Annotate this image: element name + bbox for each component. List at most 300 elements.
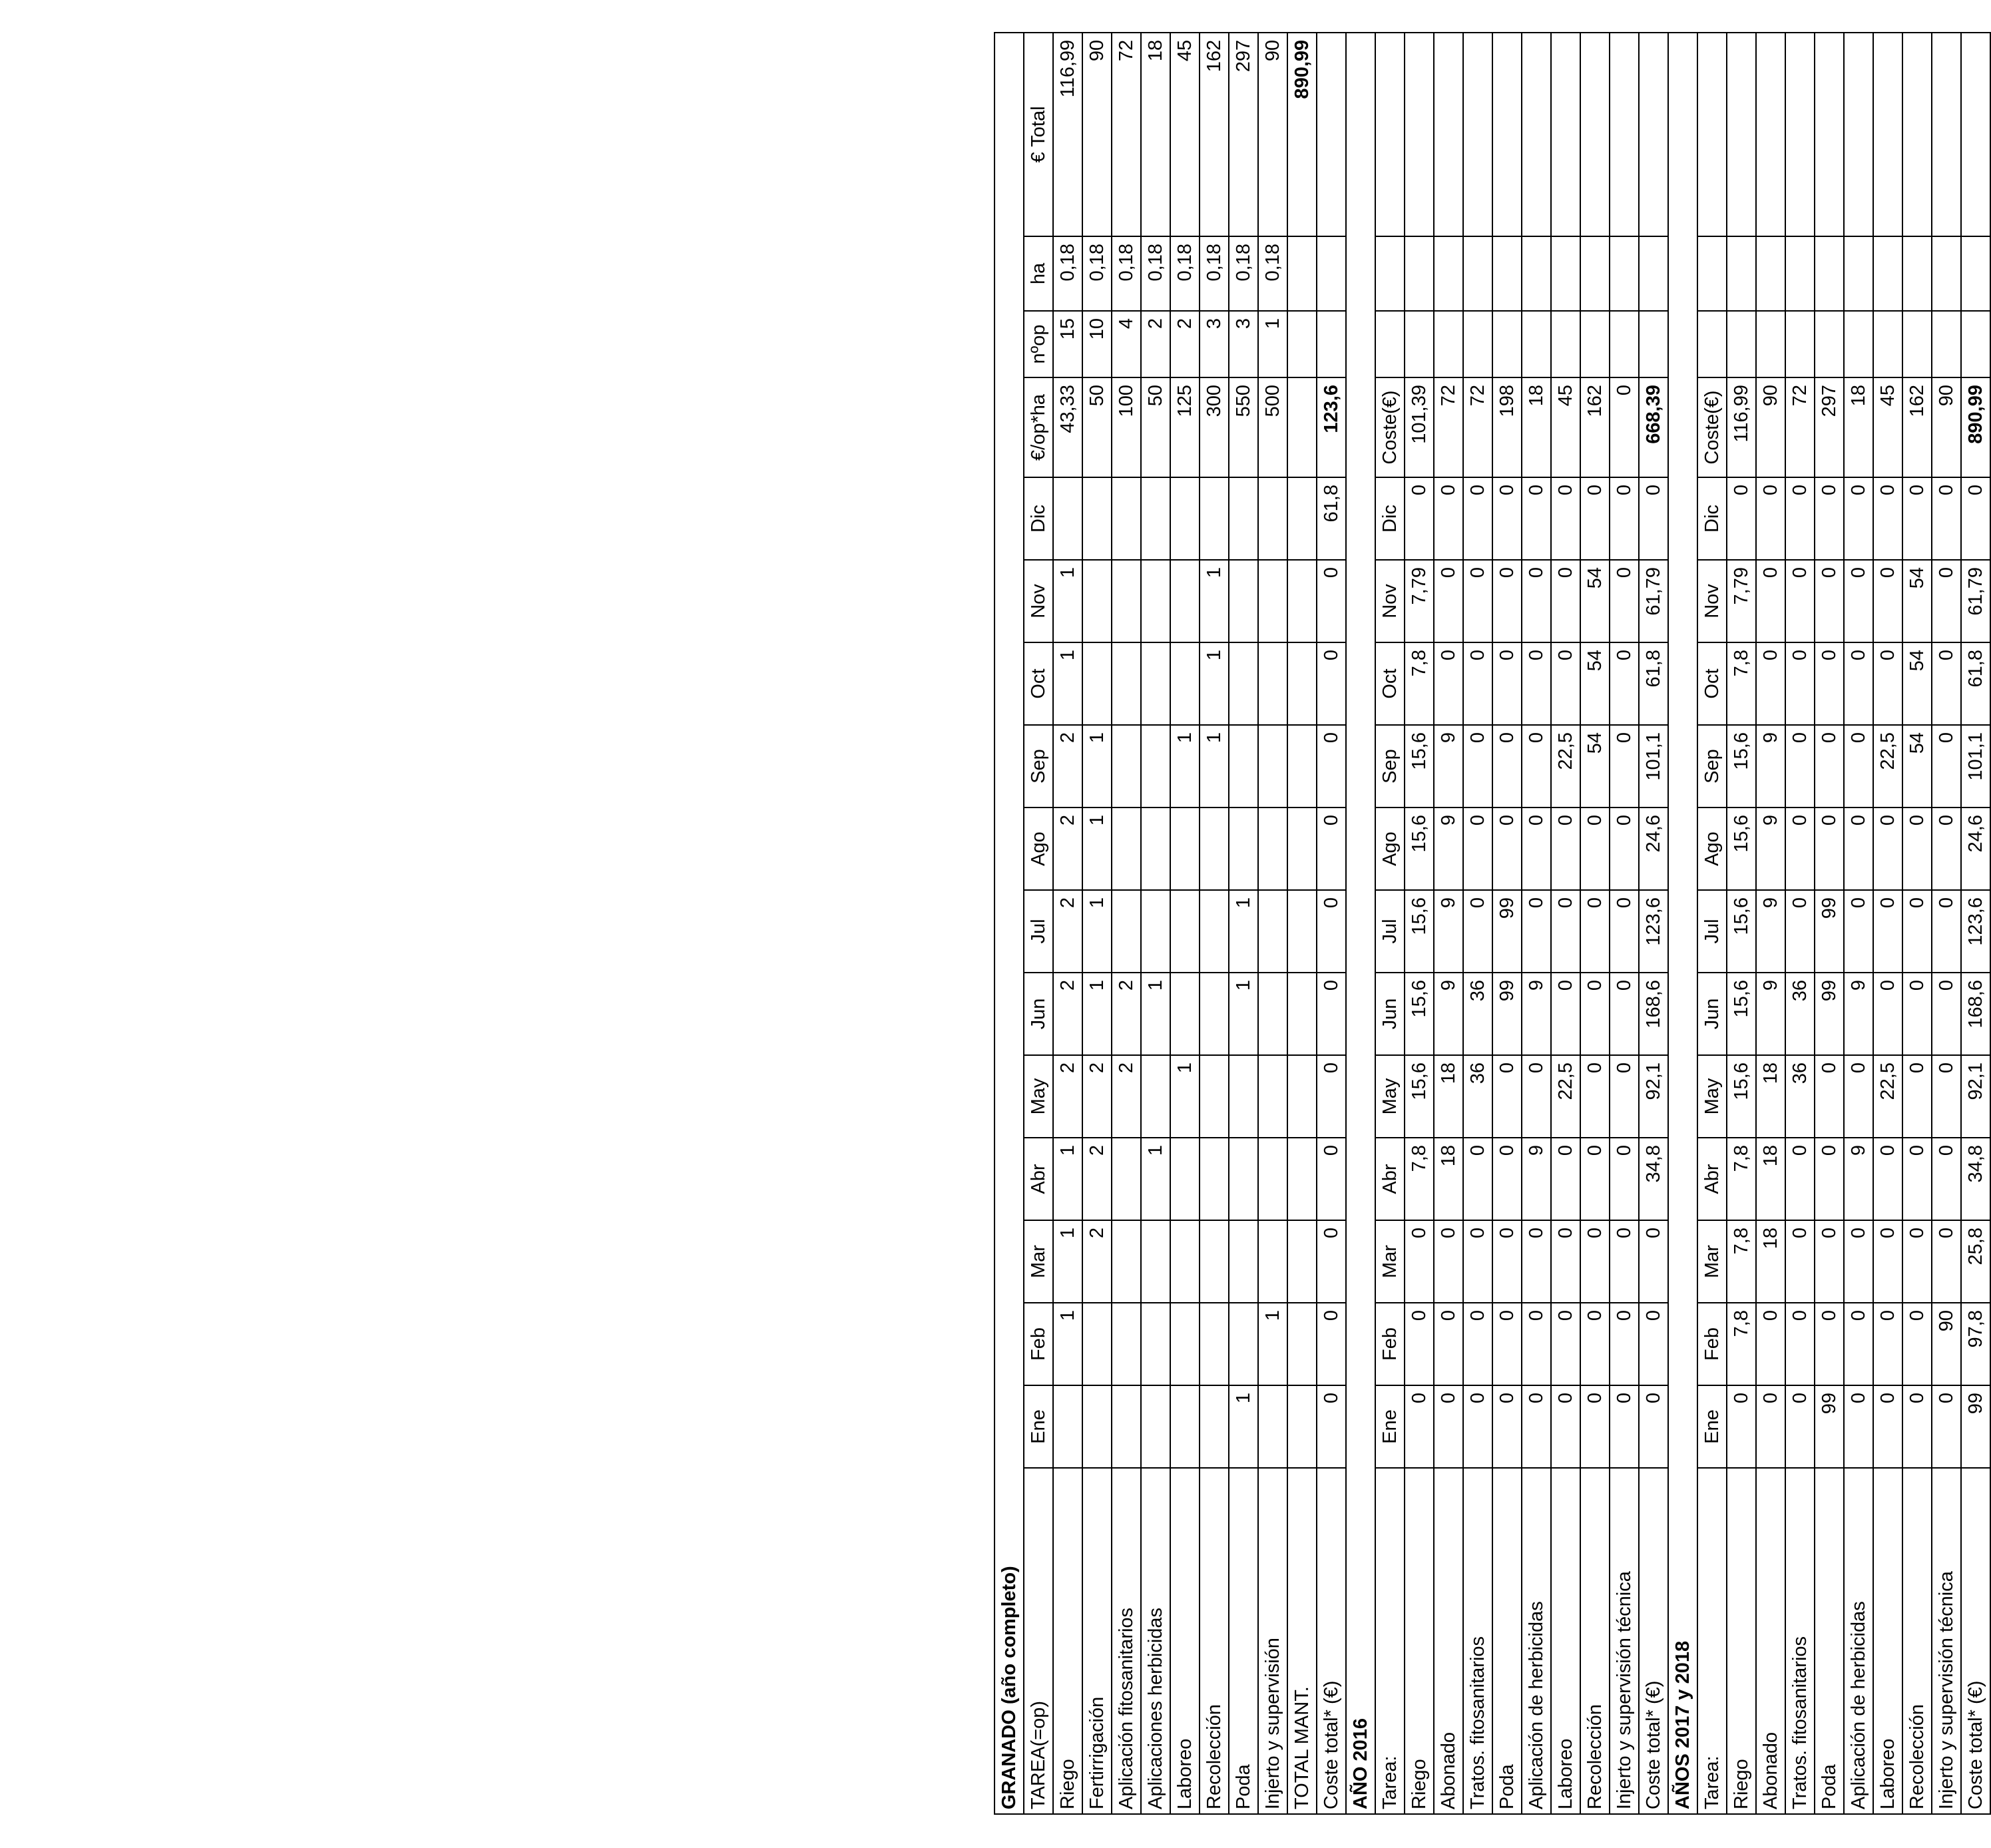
table-row <box>1873 33 1902 1814</box>
table-cell: 0 <box>1873 1220 1902 1303</box>
table-cell: 0 <box>1902 1055 1932 1138</box>
table-cell: 9 <box>1756 973 1785 1055</box>
table-cell: 0 <box>1756 560 1785 642</box>
table-cell: 0 <box>1932 1055 1961 1138</box>
section-title: AÑOS 2017 y 2018 <box>1668 33 1697 1814</box>
row-label: Poda <box>1492 1468 1522 1814</box>
table-cell: 36 <box>1785 973 1815 1055</box>
table-cell: 61,8 <box>1961 642 1990 725</box>
table-cell <box>1405 236 1434 311</box>
table-cell: 72 <box>1785 377 1815 477</box>
table-cell: 0 <box>1580 1303 1610 1385</box>
table-cell: 0 <box>1580 1138 1610 1220</box>
table-cell: 0 <box>1610 1055 1639 1138</box>
table-cell: 0 <box>1815 1055 1844 1138</box>
table-cell <box>1610 236 1639 311</box>
table-row <box>1815 33 1844 1814</box>
table-cell: 0 <box>1551 1220 1580 1303</box>
table-cell <box>1170 1385 1200 1468</box>
section-title-row <box>1668 33 1697 1814</box>
table-cell: 0 <box>1551 1385 1580 1468</box>
column-header: Ene <box>1024 1385 1053 1468</box>
table-cell: 0 <box>1873 808 1902 890</box>
table-row <box>1785 33 1815 1814</box>
table-cell <box>1229 1138 1258 1220</box>
table-cell: 0 <box>1317 890 1346 973</box>
table-cell <box>1639 311 1668 377</box>
table-cell: 15 <box>1053 311 1082 377</box>
table-cell: 0 <box>1580 973 1610 1055</box>
table-cell <box>1434 236 1463 311</box>
column-header: Abr <box>1024 1138 1053 1220</box>
table-cell: 2 <box>1053 1055 1082 1138</box>
table-cell: 162 <box>1580 377 1610 477</box>
column-header: Dic <box>1024 477 1053 560</box>
table-cell: 54 <box>1580 725 1610 808</box>
table-cell <box>1112 642 1141 725</box>
table-cell <box>1258 973 1287 1055</box>
table-cell <box>1053 1385 1082 1468</box>
table-cell: 0 <box>1873 1138 1902 1220</box>
table-cell: 0 <box>1815 477 1844 560</box>
table-cell <box>1229 1303 1258 1385</box>
row-label: Tratos. fitosanitarios <box>1463 1468 1492 1814</box>
table-cell: 0 <box>1551 973 1580 1055</box>
table-cell <box>1639 33 1668 236</box>
table-cell <box>1112 1138 1141 1220</box>
column-header: Oct <box>1024 642 1053 725</box>
table-cell: 0 <box>1405 1385 1434 1468</box>
table-cell: 36 <box>1785 1055 1815 1138</box>
table-cell: 2 <box>1170 311 1200 377</box>
table-cell: 15,6 <box>1405 725 1434 808</box>
column-header: €/op*ha <box>1024 377 1053 477</box>
table-cell: 45 <box>1170 33 1200 236</box>
table-cell: 550 <box>1229 377 1258 477</box>
table-cell: 7,8 <box>1727 1138 1756 1220</box>
table-cell: 9 <box>1844 1138 1873 1220</box>
table-cell: 1 <box>1200 725 1229 808</box>
table-cell: 0 <box>1639 1303 1668 1385</box>
table-cell: 0 <box>1434 1303 1463 1385</box>
table-cell: 0 <box>1463 477 1492 560</box>
table-cell: 0 <box>1551 642 1580 725</box>
table-cell: 0 <box>1463 1385 1492 1468</box>
table-cell: 0 <box>1610 560 1639 642</box>
table-cell: 0 <box>1785 560 1815 642</box>
table-cell: 123,6 <box>1317 377 1346 477</box>
table-cell: 0 <box>1522 642 1551 725</box>
table-cell <box>1580 311 1610 377</box>
table-cell: 18 <box>1756 1138 1785 1220</box>
table-cell <box>1200 808 1229 890</box>
table-cell <box>1170 1138 1200 1220</box>
table-cell: 0 <box>1902 1220 1932 1303</box>
table-cell: 2 <box>1053 973 1082 1055</box>
column-header: Oct <box>1375 642 1405 725</box>
table-cell <box>1317 33 1346 236</box>
column-header: Sep <box>1024 725 1053 808</box>
table-cell <box>1815 311 1844 377</box>
table-row <box>1434 33 1463 1814</box>
table-cell: 0 <box>1463 1303 1492 1385</box>
column-header <box>1375 236 1405 311</box>
table-cell: 9 <box>1844 973 1873 1055</box>
table-cell: 0,18 <box>1258 236 1287 311</box>
row-label: Recolección <box>1580 1468 1610 1814</box>
table-cell: 0 <box>1317 1303 1346 1385</box>
table-cell: 0 <box>1932 642 1961 725</box>
table-cell <box>1287 890 1317 973</box>
table-cell: 0 <box>1522 560 1551 642</box>
table-cell: 2 <box>1112 973 1141 1055</box>
table-cell <box>1170 560 1200 642</box>
table-cell: 0 <box>1932 1385 1961 1468</box>
table-cell <box>1932 33 1961 236</box>
table-cell <box>1258 1138 1287 1220</box>
table-cell: 0 <box>1785 808 1815 890</box>
column-header: Jun <box>1697 973 1727 1055</box>
column-header: Abr <box>1375 1138 1405 1220</box>
table-cell <box>1112 1385 1141 1468</box>
table-cell: 0 <box>1844 890 1873 973</box>
row-label: Riego <box>1727 1468 1756 1814</box>
table-cell: 99 <box>1815 890 1844 973</box>
table-cell: 0 <box>1639 1385 1668 1468</box>
table-cell: 0 <box>1492 1138 1522 1220</box>
table-cell: 0 <box>1492 560 1522 642</box>
table-cell <box>1200 973 1229 1055</box>
cost-table <box>994 32 1991 1815</box>
table-cell: 97,8 <box>1961 1303 1990 1385</box>
table-cell: 2 <box>1082 1138 1112 1220</box>
table-cell: 1 <box>1258 1303 1287 1385</box>
table-cell: 0 <box>1317 725 1346 808</box>
table-cell <box>1287 560 1317 642</box>
table-cell: 7,79 <box>1727 560 1756 642</box>
table-cell: 0 <box>1580 1055 1610 1138</box>
table-cell <box>1258 890 1287 973</box>
table-cell: 1 <box>1229 973 1258 1055</box>
row-label: Poda <box>1815 1468 1844 1814</box>
table-cell <box>1580 236 1610 311</box>
column-header: Dic <box>1375 477 1405 560</box>
table-cell <box>1961 33 1990 236</box>
table-cell: 7,8 <box>1727 1303 1756 1385</box>
column-header: May <box>1697 1055 1727 1138</box>
table-cell: 15,6 <box>1405 973 1434 1055</box>
table-cell: 24,6 <box>1639 808 1668 890</box>
table-cell <box>1229 808 1258 890</box>
row-label: Aplicación fitosanitarios <box>1112 1468 1141 1814</box>
table-cell: 0 <box>1785 890 1815 973</box>
row-label: Laboreo <box>1170 1468 1200 1814</box>
table-cell <box>1170 1303 1200 1385</box>
row-label: Injerto y supervisión técnica <box>1932 1468 1961 1814</box>
table-cell: 0 <box>1463 725 1492 808</box>
table-cell: 0 <box>1610 1138 1639 1220</box>
table-cell: 0 <box>1756 642 1785 725</box>
table-cell <box>1258 642 1287 725</box>
table-cell: 1 <box>1082 890 1112 973</box>
table-cell <box>1610 33 1639 236</box>
table-cell <box>1229 725 1258 808</box>
table-cell: 0 <box>1873 477 1902 560</box>
column-header: Nov <box>1024 560 1053 642</box>
table-cell: 1 <box>1053 642 1082 725</box>
table-cell: 101,1 <box>1961 725 1990 808</box>
table-cell: 198 <box>1492 377 1522 477</box>
table-cell <box>1932 236 1961 311</box>
table-cell <box>1082 1385 1112 1468</box>
table-cell: 0,18 <box>1112 236 1141 311</box>
table-cell: 22,5 <box>1551 725 1580 808</box>
table-cell <box>1873 33 1902 236</box>
table-cell <box>1287 477 1317 560</box>
table-row <box>1170 33 1200 1814</box>
table-row <box>1727 33 1756 1814</box>
table-cell <box>1082 477 1112 560</box>
table-cell: 0 <box>1580 477 1610 560</box>
table-cell: 0 <box>1317 642 1346 725</box>
table-cell: 101,39 <box>1405 377 1434 477</box>
table-cell <box>1141 560 1170 642</box>
table-cell: 0 <box>1551 1303 1580 1385</box>
column-header: Coste(€) <box>1697 377 1727 477</box>
row-label: Coste total* (€) <box>1639 1468 1668 1814</box>
table-cell: 1 <box>1229 1385 1258 1468</box>
table-cell: 0 <box>1932 890 1961 973</box>
table-cell <box>1170 973 1200 1055</box>
table-cell: 0 <box>1551 808 1580 890</box>
table-row <box>1932 33 1961 1814</box>
table-cell: 2 <box>1082 1055 1112 1138</box>
table-cell <box>1492 236 1522 311</box>
table-cell: 7,8 <box>1727 1220 1756 1303</box>
table-cell: 0 <box>1639 1220 1668 1303</box>
table-cell <box>1961 311 1990 377</box>
table-cell <box>1902 33 1932 236</box>
table-cell: 7,8 <box>1405 1138 1434 1220</box>
row-label: Coste total* (€) <box>1961 1468 1990 1814</box>
section-title: GRANADO (año completo) <box>995 33 1024 1814</box>
table-cell: 9 <box>1756 890 1785 973</box>
table-cell <box>1405 311 1434 377</box>
table-cell <box>1492 33 1522 236</box>
table-cell: 36 <box>1463 973 1492 1055</box>
table-cell <box>1287 1055 1317 1138</box>
table-cell: 0 <box>1522 1055 1551 1138</box>
table-cell <box>1727 33 1756 236</box>
table-cell: 0 <box>1873 560 1902 642</box>
table-cell: 9 <box>1434 890 1463 973</box>
table-cell <box>1405 33 1434 236</box>
column-header: Jul <box>1024 890 1053 973</box>
table-cell: 54 <box>1580 642 1610 725</box>
table-row <box>1902 33 1932 1814</box>
table-cell <box>1170 642 1200 725</box>
table-cell: 9 <box>1434 808 1463 890</box>
table-cell: 0 <box>1610 477 1639 560</box>
table-cell <box>1229 642 1258 725</box>
table-cell <box>1170 1220 1200 1303</box>
table-cell: 2 <box>1112 1055 1141 1138</box>
table-cell <box>1522 33 1551 236</box>
table-cell: 0 <box>1434 1385 1463 1468</box>
table-cell: 0 <box>1932 1220 1961 1303</box>
column-header: Feb <box>1375 1303 1405 1385</box>
table-cell: 92,1 <box>1639 1055 1668 1138</box>
table-cell: 0 <box>1551 477 1580 560</box>
table-cell <box>1522 236 1551 311</box>
column-header: Jul <box>1375 890 1405 973</box>
column-header: May <box>1375 1055 1405 1138</box>
table-cell: 0 <box>1932 1138 1961 1220</box>
table-cell <box>1200 1385 1229 1468</box>
table-cell <box>1112 1220 1141 1303</box>
table-cell: 15,6 <box>1405 890 1434 973</box>
table-cell: 0 <box>1844 1303 1873 1385</box>
table-cell: 45 <box>1551 377 1580 477</box>
table-cell: 0 <box>1902 973 1932 1055</box>
table-cell: 0 <box>1580 1220 1610 1303</box>
column-header: Dic <box>1697 477 1727 560</box>
table-cell: 123,6 <box>1961 890 1990 973</box>
table-cell <box>1785 311 1815 377</box>
table-cell: 0 <box>1815 725 1844 808</box>
column-header: € Total <box>1024 33 1053 236</box>
table-cell: 125 <box>1170 377 1200 477</box>
row-label: Riego <box>1053 1468 1082 1814</box>
table-cell <box>1141 1303 1170 1385</box>
table-cell: 297 <box>1815 377 1844 477</box>
table-cell: 9 <box>1756 808 1785 890</box>
table-cell: 0 <box>1492 725 1522 808</box>
table-cell: 2 <box>1082 1220 1112 1303</box>
table-cell: 15,6 <box>1727 725 1756 808</box>
table-cell: 0 <box>1580 808 1610 890</box>
column-header <box>1375 311 1405 377</box>
table-cell: 90 <box>1082 33 1112 236</box>
table-cell: 34,8 <box>1961 1138 1990 1220</box>
table-cell <box>1141 725 1170 808</box>
table-cell: 0 <box>1405 1303 1434 1385</box>
table-cell: 0 <box>1844 477 1873 560</box>
table-cell: 0 <box>1551 1138 1580 1220</box>
table-cell: 34,8 <box>1639 1138 1668 1220</box>
table-cell: 2 <box>1053 890 1082 973</box>
table-cell <box>1229 1220 1258 1303</box>
column-header: Mar <box>1024 1220 1053 1303</box>
table-cell: 0 <box>1405 477 1434 560</box>
table-cell <box>1141 1055 1170 1138</box>
table-cell <box>1170 477 1200 560</box>
table-cell: 90 <box>1756 377 1785 477</box>
table-cell <box>1287 1138 1317 1220</box>
table-cell: 162 <box>1902 377 1932 477</box>
table-cell: 100 <box>1112 377 1141 477</box>
table-cell: 890,99 <box>1961 377 1990 477</box>
table-cell: 61,79 <box>1961 560 1990 642</box>
table-cell: 0 <box>1815 808 1844 890</box>
table-row <box>1141 33 1170 1814</box>
table-cell: 0 <box>1785 642 1815 725</box>
row-label: Poda <box>1229 1468 1258 1814</box>
table-cell: 15,6 <box>1405 1055 1434 1138</box>
row-label: Recolección <box>1902 1468 1932 1814</box>
table-cell: 0 <box>1610 642 1639 725</box>
row-label: Laboreo <box>1551 1468 1580 1814</box>
table-row <box>1229 33 1258 1814</box>
table-row <box>1639 33 1668 1814</box>
table-cell <box>1815 236 1844 311</box>
column-header: Jul <box>1697 890 1727 973</box>
table-cell: 99 <box>1815 1385 1844 1468</box>
table-cell: 1 <box>1053 1138 1082 1220</box>
table-cell <box>1258 560 1287 642</box>
table-cell: 18 <box>1141 33 1170 236</box>
table-cell: 0 <box>1902 890 1932 973</box>
table-cell <box>1727 236 1756 311</box>
table-cell: 0 <box>1844 1055 1873 1138</box>
table-cell <box>1082 642 1112 725</box>
table-cell <box>1141 890 1170 973</box>
table-cell <box>1200 1303 1229 1385</box>
table-cell: 15,6 <box>1727 973 1756 1055</box>
table-cell <box>1287 1385 1317 1468</box>
table-cell <box>1258 725 1287 808</box>
table-cell: 0 <box>1844 1385 1873 1468</box>
table-cell <box>1229 477 1258 560</box>
table-cell: 3 <box>1200 311 1229 377</box>
table-cell <box>1258 1220 1287 1303</box>
table-cell: 0 <box>1463 890 1492 973</box>
table-cell: 0,18 <box>1170 236 1200 311</box>
table-cell: 0 <box>1932 725 1961 808</box>
table-cell: 2 <box>1053 725 1082 808</box>
column-header: Abr <box>1697 1138 1727 1220</box>
table-cell: 9 <box>1756 725 1785 808</box>
column-header: Mar <box>1697 1220 1727 1303</box>
table-cell <box>1844 33 1873 236</box>
table-cell: 15,6 <box>1727 808 1756 890</box>
table-cell: 0 <box>1815 560 1844 642</box>
table-cell <box>1287 642 1317 725</box>
table-cell <box>1141 1385 1170 1468</box>
table-cell: 0 <box>1756 1385 1785 1468</box>
row-label: Injerto y supervisión <box>1258 1468 1287 1814</box>
table-cell: 0 <box>1522 1385 1551 1468</box>
table-cell <box>1727 311 1756 377</box>
table-cell: 0 <box>1492 1055 1522 1138</box>
row-label: Recolección <box>1200 1468 1229 1814</box>
table-cell: 1 <box>1082 973 1112 1055</box>
table-cell <box>1902 236 1932 311</box>
column-header: Nov <box>1375 560 1405 642</box>
table-cell: 1 <box>1141 973 1170 1055</box>
table-cell: 0 <box>1317 560 1346 642</box>
row-label: Aplicación de herbicidas <box>1522 1468 1551 1814</box>
table-cell: 0 <box>1317 1138 1346 1220</box>
table-cell <box>1170 890 1200 973</box>
table-cell <box>1434 311 1463 377</box>
table-cell: 0 <box>1463 1138 1492 1220</box>
table-cell: 0 <box>1492 642 1522 725</box>
row-label: Fertirrigación <box>1082 1468 1112 1814</box>
table-cell <box>1785 33 1815 236</box>
table-cell <box>1141 477 1170 560</box>
table-cell: 116,99 <box>1053 33 1082 236</box>
